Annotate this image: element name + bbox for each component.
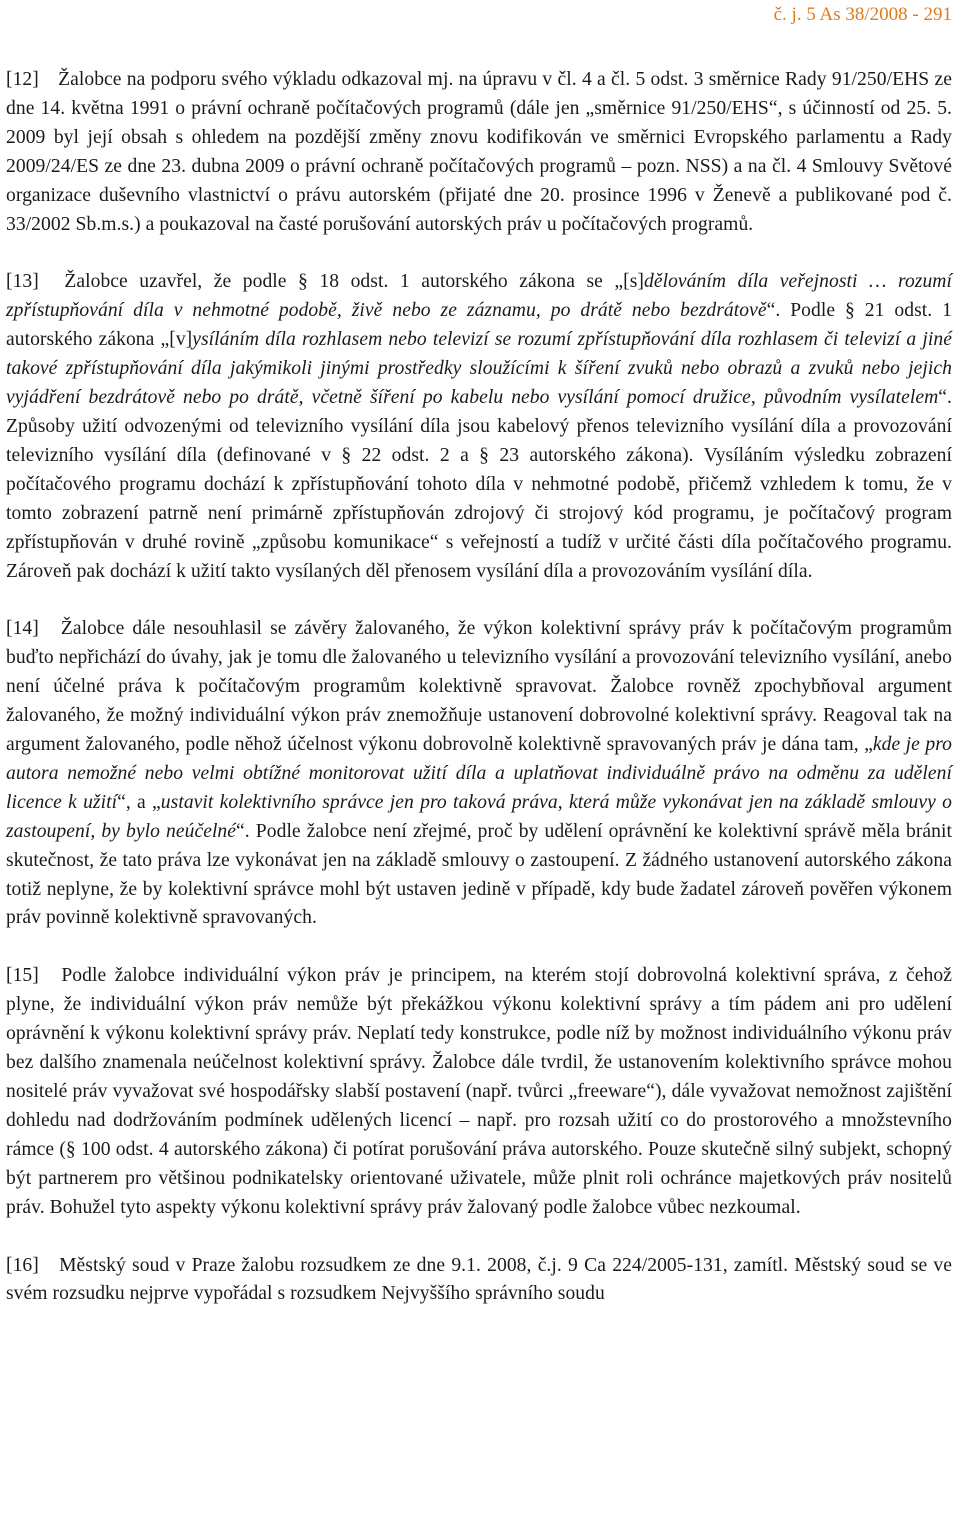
paragraph-text: Žalobce uzavřel, že podle § 18 odst. 1 autorského zákona se „[s] [64,271,644,293]
document-reference: č. j. 5 As 38/2008 - 291 [773,4,952,25]
document-body [6,66,952,1309]
paragraph-text: “. Podle § 21 odst. 1 autorského zákona „[v] [6,300,952,351]
paragraph-text: Žalobce na podporu svého výkladu odkazoval mj. na úpravu v čl. 4 a čl. 5 odst. 3 směrnice Rady 91/250/EHS ze dne 14. května 1991 o právní ochraně počítačových programů (dále jen „směrnice 91/250/EHS“, s účinností od 25. 5. 2009 byl její obsah s ohledem na pozdější změny znovu kodifikován ve směrnici Evropského parlamentu a Rady 2009/24/ES ze dne 23. dubna 2009 o právní ochraně počítačových programů – pozn. NSS) a na čl. 4 Smlouvy Světové organizace duševního vlastnictví o právu autorském (přijaté dne 20. prosince 1996 v Ženevě a publikované pod č. 33/2002 Sb.m.s.) a poukazoval na časté porušování autorských práv u počítačových programů. [6,69,952,235]
paragraph-number: [16] [6,1254,39,1276]
paragraph-text: “. Podle žalobce není zřejmé, proč by udělení oprávnění ke kolektivní správě měla bránit skutečnost, že tato práva lze vykonávat jen na základě smlouvy o zastoupení. Z žádného ustanovení autorského zákona totiž neplyne, že by kolektivní správce mohl být ustaven jedině v případě, kdy bude žadatel zároveň pověřen výkonem práv povinně kolektivně spravovaných. [6,820,952,929]
paragraph-text: “, a „ [117,791,161,813]
paragraph-number: [15] [6,965,39,987]
paragraph-number: [12] [6,69,39,90]
statute-quote: kde je pro autora nemožné nebo velmi obtížné monitorovat užití díla a uplatňovat individuálně právo na odměnu za udělení licence k užití [6,734,952,813]
paragraph-14 [6,615,952,933]
paragraph-12 [6,66,952,239]
paragraph-13 [6,268,952,586]
statute-quote: dělováním díla veřejnosti … rozumí zpřístupňování díla v nehmotné podobě, živě nebo ze záznamu, po drátě nebo bezdrátově [6,271,953,322]
paragraph-number: [14] [6,618,39,640]
paragraph-text: Žalobce dále nesouhlasil se závěry žalovaného, že výkon kolektivní správy práv k počítačovým programům buďto nepřichází do úvahy, jak je tomu dle žalovaného u televizního vysílání a provozování televizního vysílání, anebo není účelné práva k počítačovým programům kolektivně spravovat. Žalobce rovněž zpochybňoval argument žalovaného, že možný individuální výkon práv znemožňuje ustanovení dobrovolné kolektivní správy. Reagoval tak na argument žalovaného, podle něhož účelnost výkonu dobrovolně kolektivně spravovaných práv je dána tam, „ [6,618,952,756]
paragraph-15 [6,962,952,1222]
paragraph-number: [13] [6,271,39,293]
statute-quote: ustavit kolektivního správce jen pro taková práva, která může vykonávat jen na základě smlouvy o zastoupení, by bylo neúčelné [6,791,953,842]
paragraph-text: Podle žalobce individuální výkon práv je principem, na kterém stojí dobrovolná kolektivní správa, z čehož plyne, že individuální výkon práv nemůže být překážkou výkonu kolektivní správy a tím pádem ani pro udělení oprávnění k výkonu kolektivní správy práv. Neplatí tedy konstrukce, podle níž by možnost individuálního výkonu práv bez dalšího znamenala neúčelnost kolektivní správy. Žalobce dále tvrdil, že ustanovením kolektivního správce mohou nositelé práv vyvažovat své hospodářsky slabší postavení (např. tvůrci „freeware“), dále vyvažovat nemožnost zajištění dohledu nad dodržováním podmínek udělených licencí – např. pro rozsah užití co do prostorového a množstevního rámce (§ 100 odst. 4 autorského zákona) či potírat porušování práva autorského. Pouze skutečně silný subjekt, schopný být partnerem pro většinou podnikatelsky orientované uživatele, může plnit roli ochránce majetkových práv nositelů práv. Bohužel tyto aspekty výkonu kolektivní správy práv žalovaný podle žalobce vůbec nezkoumal. [6,965,952,1218]
paragraph-text: Městský soud v Praze žalobu rozsudkem ze dne 9.1. 2008, č.j. 9 Ca 224/2005-131, zamítl. Městský soud se ve svém rozsudku nejprve vypořádal s rozsudkem Nejvyššího správního soudu [6,1254,953,1305]
paragraph-16 [6,1252,952,1310]
paragraph-text: “. Způsoby užití odvozenými od televizního vysílání díla jsou kabelový přenos televizního vysílání díla a provozování televizního vysílání díla (definované v § 22 odst. 2 a § 23 autorského zákona). Vysíláním výsledku zobrazení počítačového programu dochází k zpřístupňování tohoto díla v nehmotné podobě, přičemž vzhledem k tomu, že v tomto zobrazení patrně není primárně zpřístupňován zdrojový či strojový kód programu, je počítačový program zpřístupňován v druhé rovině „způsobu komunikace“ s veřejností a tudíž v určité části díla počítačového programu. Zároveň pak dochází k užití takto vysílaných děl přenosem vysílání díla a provozováním vysílání díla. [6,387,952,582]
statute-quote: ysíláním díla rozhlasem nebo televizí se rozumí zpřístupňování díla rozhlasem či televizí a jiné takové zpřístupňování díla jakýmikoli jinými prostředky sloužícími k šíření zvuků nebo obrazů a zvuků nebo jejich vyjádření bezdrátově nebo po drátě, včetně šíření po kabelu nebo vysílání pomocí družice, původním vysílatelem [6,329,952,409]
